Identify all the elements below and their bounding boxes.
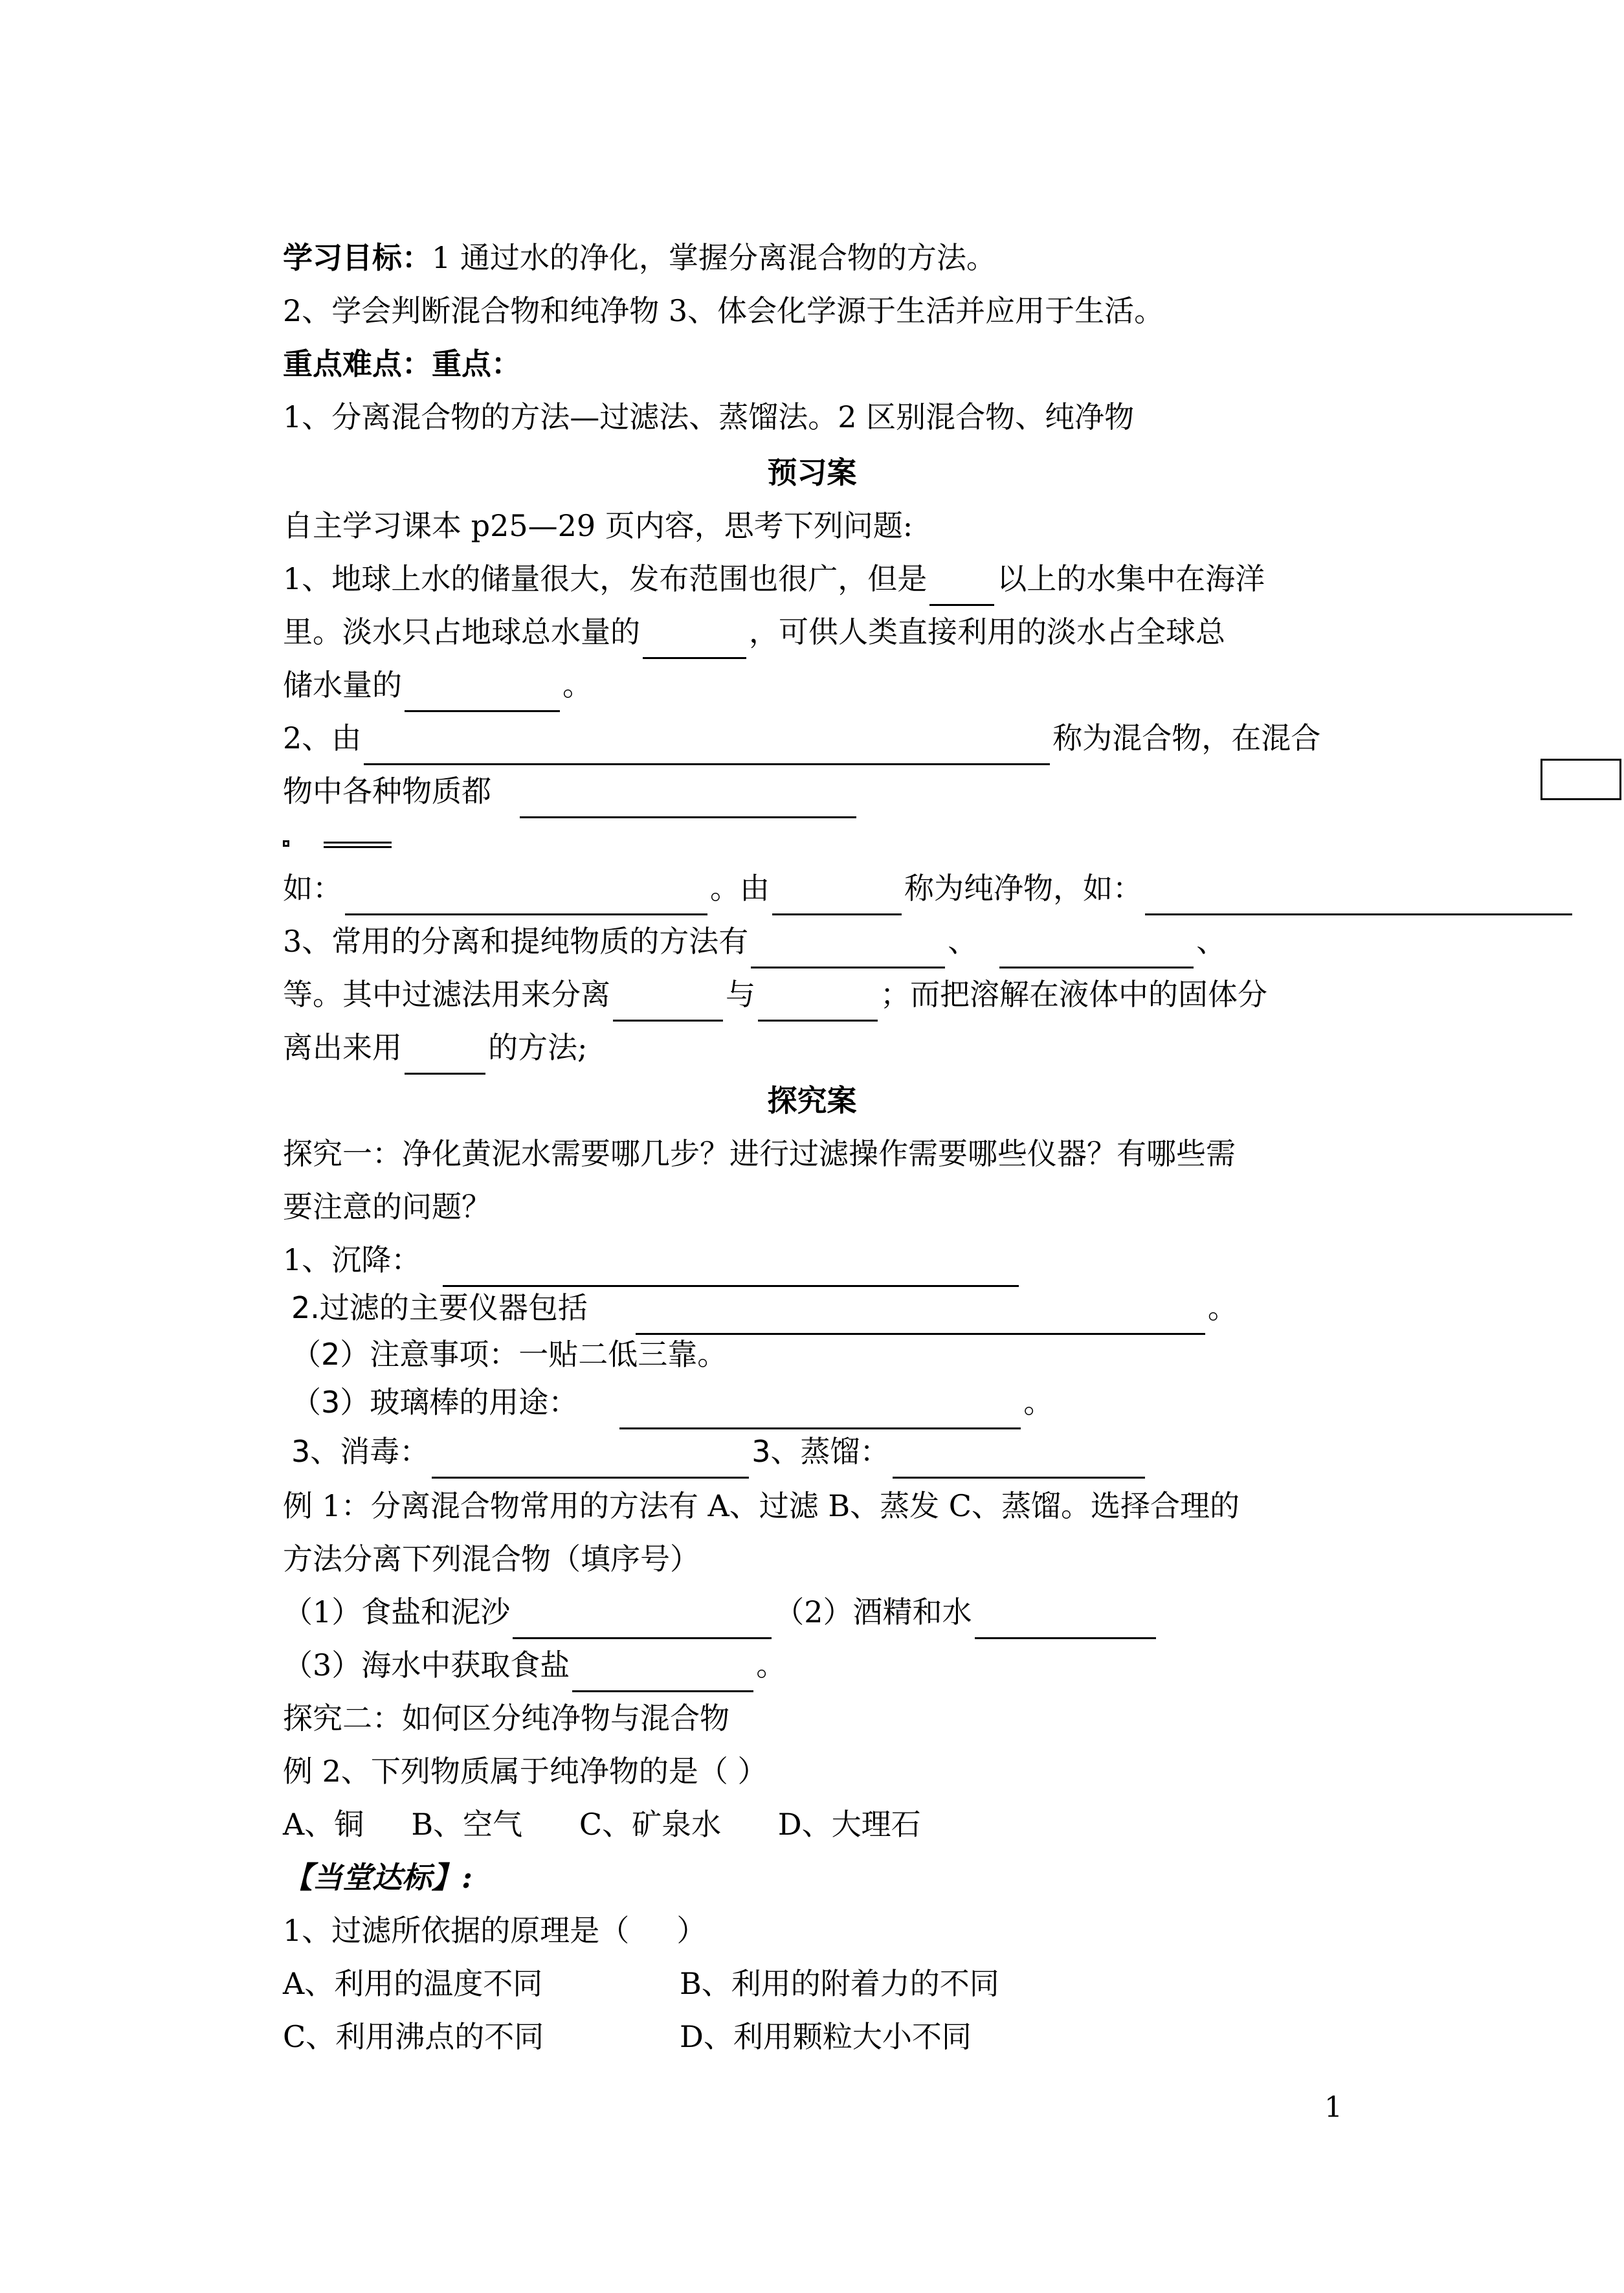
blank[interactable] [772, 880, 902, 915]
blank[interactable] [613, 986, 723, 1022]
blank[interactable] [364, 730, 1050, 765]
inquiry-1-line-2: 要注意的问题？ [283, 1189, 491, 1224]
question-2-line-3: 如： 。由 称为纯净物，如： [283, 861, 1575, 915]
blank[interactable] [643, 623, 746, 659]
blank[interactable] [975, 1604, 1156, 1639]
page-number: 1 [1324, 2091, 1342, 2124]
inquiry-title: 探究案 [767, 1083, 857, 1118]
blank[interactable] [999, 933, 1194, 968]
question-2-line-2: 物中各种物质都 [283, 764, 859, 818]
preview-title: 预习案 [767, 455, 857, 490]
blank[interactable] [405, 677, 560, 712]
blank[interactable] [758, 986, 878, 1022]
objectives-line-1: 学习目标：1 通过水的净化，掌握分离混合物的方法。 [283, 240, 996, 275]
blank[interactable] [893, 1443, 1145, 1479]
example-1-line-3: （1）食盐和泥沙 （2）酒精和水 [283, 1585, 1159, 1639]
blank[interactable] [751, 933, 945, 968]
objectives-line-2: 2、学会判断混合物和纯净物 3、体会化学源于生活并应用于生活。 [283, 293, 1164, 328]
blank[interactable] [432, 1443, 749, 1479]
example-2-options: A、铜 B、空气 C、矿泉水 D、大理石 [283, 1807, 921, 1842]
blank[interactable] [929, 570, 994, 606]
blank[interactable] [405, 1039, 485, 1075]
blank[interactable] [513, 1604, 772, 1639]
quiz-question-1: 1、过滤所依据的原理是（ ） [283, 1913, 707, 1948]
key-points-line: 1、分离混合物的方法—过滤法、蒸馏法。2 区别混合物、纯净物 [283, 399, 1135, 434]
question-3-line-2: 等。其中过滤法用来分离 与 ；而把溶解在液体中的固体分 [283, 967, 1267, 1022]
preview-intro: 自主学习课本 p25—29 页内容，思考下列问题: [283, 508, 913, 543]
quiz-option-b: B、利用的附着力的不同 [680, 1966, 999, 2001]
question-1-line-1: 1、地球上水的储量很大，发布范围也很广，但是 以上的水集中在海洋 [283, 552, 1265, 606]
double-line-mark [324, 842, 392, 848]
quiz-option-d: D、利用颗粒大小不同 [680, 2019, 972, 2054]
question-3-line-1: 3、常用的分离和提纯物质的方法有 、 、 [283, 914, 1226, 968]
blank[interactable] [1145, 880, 1572, 915]
example-1-line-1: 例 1：分离混合物常用的方法有 A、过滤 B、蒸发 C、蒸馏。选择合理的 [283, 1488, 1240, 1523]
question-1-line-3: 储水量的 。 [283, 658, 592, 712]
objectives-label: 学习目标： [283, 240, 432, 275]
question-2-line-1: 2、由 称为混合物，在混合 [283, 711, 1320, 765]
blank[interactable] [520, 783, 856, 818]
example-1-line-4: （3）海水中获取食盐 。 [283, 1638, 786, 1692]
quiz-title: 【当堂达标】: [283, 1860, 473, 1895]
filtration-note: （2）注意事项：一贴二低三靠。 [291, 1337, 728, 1372]
step-sedimentation: 1、沉降： [283, 1233, 1021, 1287]
inquiry-1-line-1: 探究一：净化黄泥水需要哪几步？进行过滤操作需要哪些仪器？有哪些需 [283, 1136, 1236, 1171]
question-3-line-3: 离出来用 的方法; [283, 1020, 588, 1075]
blank[interactable] [345, 880, 707, 915]
small-square-mark [283, 840, 289, 847]
blank[interactable] [572, 1657, 753, 1692]
step-filtration: 2.过滤的主要仪器包括 。 [291, 1281, 1238, 1335]
glass-rod-use: （3）玻璃棒的用途： 。 [291, 1375, 1053, 1429]
example-2: 例 2、下列物质属于纯净物的是（ ） [283, 1754, 768, 1789]
side-box [1541, 759, 1621, 800]
key-points-label: 重点难点：重点： [283, 346, 521, 381]
step-disinfection-distillation: 3、消毒： 3、蒸馏： [291, 1424, 1148, 1479]
quiz-option-c: C、利用沸点的不同 [283, 2019, 544, 2054]
question-1-line-2: 里。淡水只占地球总水量的 ，可供人类直接利用的淡水占全球总 [283, 605, 1225, 659]
inquiry-2: 探究二：如何区分纯净物与混合物 [283, 1701, 729, 1736]
example-1-line-2: 方法分离下列混合物（填序号） [283, 1541, 700, 1576]
quiz-option-a: A、利用的温度不同 [283, 1966, 543, 2001]
